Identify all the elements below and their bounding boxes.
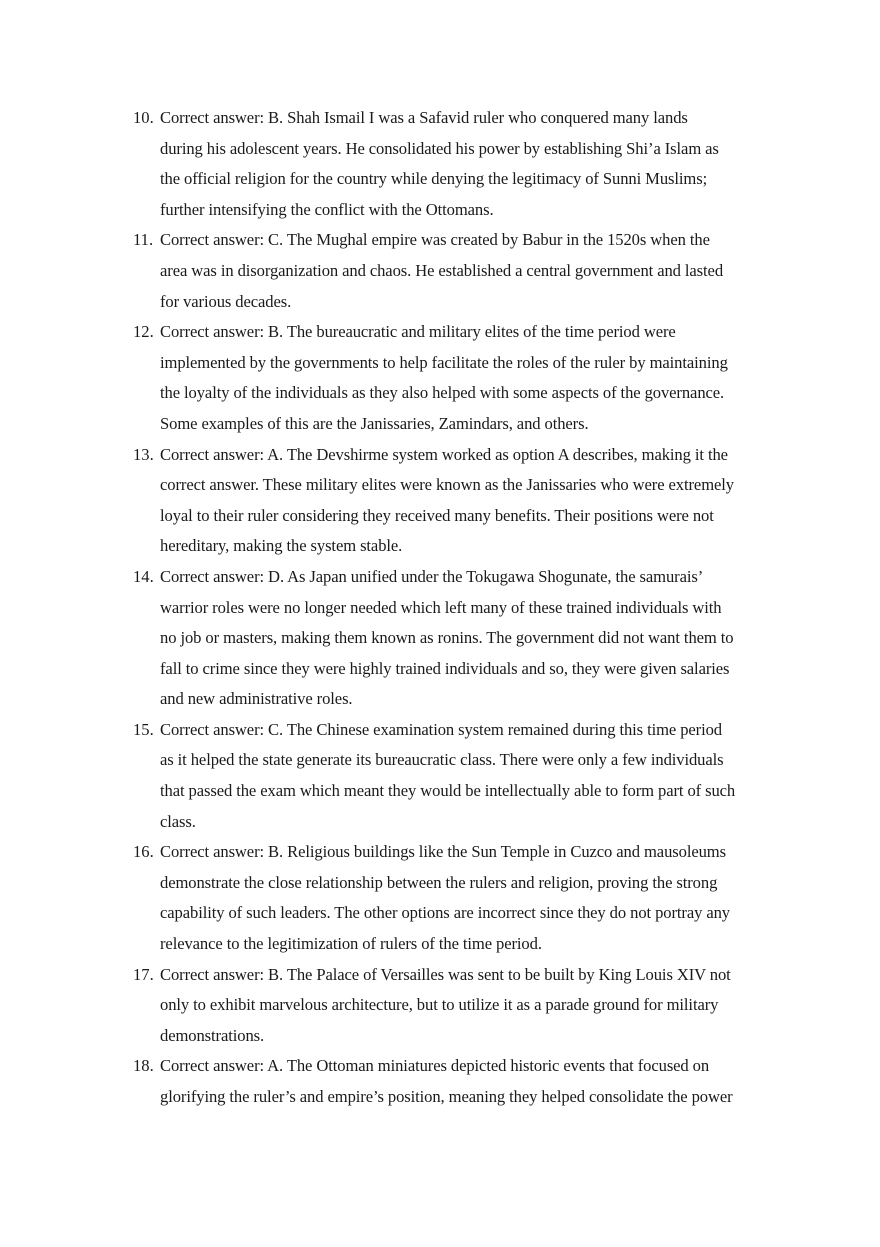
answer-list — [0, 103, 880, 1113]
answer-text-line: Correct answer: B. The Palace of Versailles was sent to be built by King Louis XIV not — [160, 964, 731, 984]
answer-text-line: Correct answer: B. Shah Ismail I was a Safavid ruler who conquered many lands — [160, 108, 688, 127]
answer-text-line: demonstrations. — [160, 1025, 265, 1045]
answer-text-line: only to exhibit marvelous architecture, but to utilize it as a parade ground for military — [160, 995, 719, 1015]
answer-item — [0, 440, 880, 562]
answer-text-line: hereditary, making the system stable. — [160, 536, 403, 556]
answer-text-line: fall to crime since they were highly trained individuals and so, they were given salaries — [160, 658, 730, 678]
answer-text-line: the loyalty of the individuals as they also helped with some aspects of the governance. — [160, 383, 725, 403]
item-number: 13. — [133, 444, 154, 464]
answer-text-line: loyal to their ruler considering they received many benefits. Their positions were not — [160, 505, 714, 525]
answer-item — [0, 103, 880, 225]
answer-text-line: during his adolescent years. He consolidated his power by establishing Shi’a Islam as — [160, 138, 719, 158]
item-number: 10. — [133, 108, 154, 127]
item-number: 18. — [133, 1056, 154, 1076]
answer-item — [0, 960, 880, 1052]
item-number: 15. — [133, 719, 154, 739]
answer-text-line: warrior roles were no longer needed which left many of these trained individuals with — [160, 597, 722, 617]
item-number: 16. — [133, 842, 154, 862]
answer-text-line: Correct answer: D. As Japan unified under the Tokugawa Shogunate, the samurais’ — [160, 566, 704, 586]
item-number: 17. — [133, 964, 154, 984]
answer-text-line: further intensifying the conflict with the Ottomans. — [160, 199, 494, 219]
item-number: 14. — [133, 566, 154, 586]
answer-text-line: the official religion for the country while denying the legitimacy of Sunni Muslims; — [160, 169, 708, 189]
answer-item — [0, 317, 880, 439]
answer-text-line: Correct answer: C. The Chinese examination system remained during this time period — [160, 719, 723, 739]
answer-text-line: Correct answer: B. Religious buildings like the Sun Temple in Cuzco and mausoleums — [160, 842, 726, 862]
answer-item — [0, 1051, 880, 1112]
answer-item — [0, 225, 880, 317]
answer-item — [0, 715, 880, 837]
answer-text-line: Correct answer: A. The Devshirme system worked as option A describes, making it the — [160, 444, 728, 464]
answer-item — [0, 837, 880, 959]
answer-text-line: for various decades. — [160, 291, 292, 311]
answer-text-line: class. — [160, 811, 196, 831]
answer-text-line: that passed the exam which meant they would be intellectually able to form part of such — [160, 781, 736, 801]
answer-text-line: Correct answer: C. The Mughal empire was created by Babur in the 1520s when the — [160, 230, 710, 250]
answer-text-line: no job or masters, making them known as ronins. The government did not want them to — [160, 628, 734, 648]
answer-text-line: Correct answer: B. The bureaucratic and military elites of the time period were — [160, 322, 676, 342]
answer-text-line: glorifying the ruler’s and empire’s position, meaning they helped consolidate the power — [160, 1087, 733, 1106]
item-number: 11. — [133, 230, 154, 250]
answer-text-line: correct answer. These military elites were known as the Janissaries who were extremely — [160, 475, 734, 495]
answer-text-line: Some examples of this are the Janissaries, Zamindars, and others. — [160, 413, 589, 433]
answer-text-line: as it helped the state generate its bureaucratic class. There were only a few individuals — [160, 750, 724, 770]
answer-item — [0, 562, 880, 715]
answer-text-line: demonstrate the close relationship between the rulers and religion, proving the strong — [160, 872, 718, 892]
answer-text-line: and new administrative roles. — [160, 689, 353, 709]
answer-text-line: Correct answer: A. The Ottoman miniatures depicted historic events that focused on — [160, 1056, 710, 1076]
answer-text-line: implemented by the governments to help facilitate the roles of the ruler by maintaining — [160, 352, 728, 372]
answer-text-line: capability of such leaders. The other options are incorrect since they do not portray any — [160, 903, 730, 923]
answer-text-line: relevance to the legitimization of rulers of the time period. — [160, 934, 542, 954]
answer-text-line: area was in disorganization and chaos. He established a central government and lasted — [160, 260, 724, 280]
item-number: 12. — [133, 322, 154, 342]
